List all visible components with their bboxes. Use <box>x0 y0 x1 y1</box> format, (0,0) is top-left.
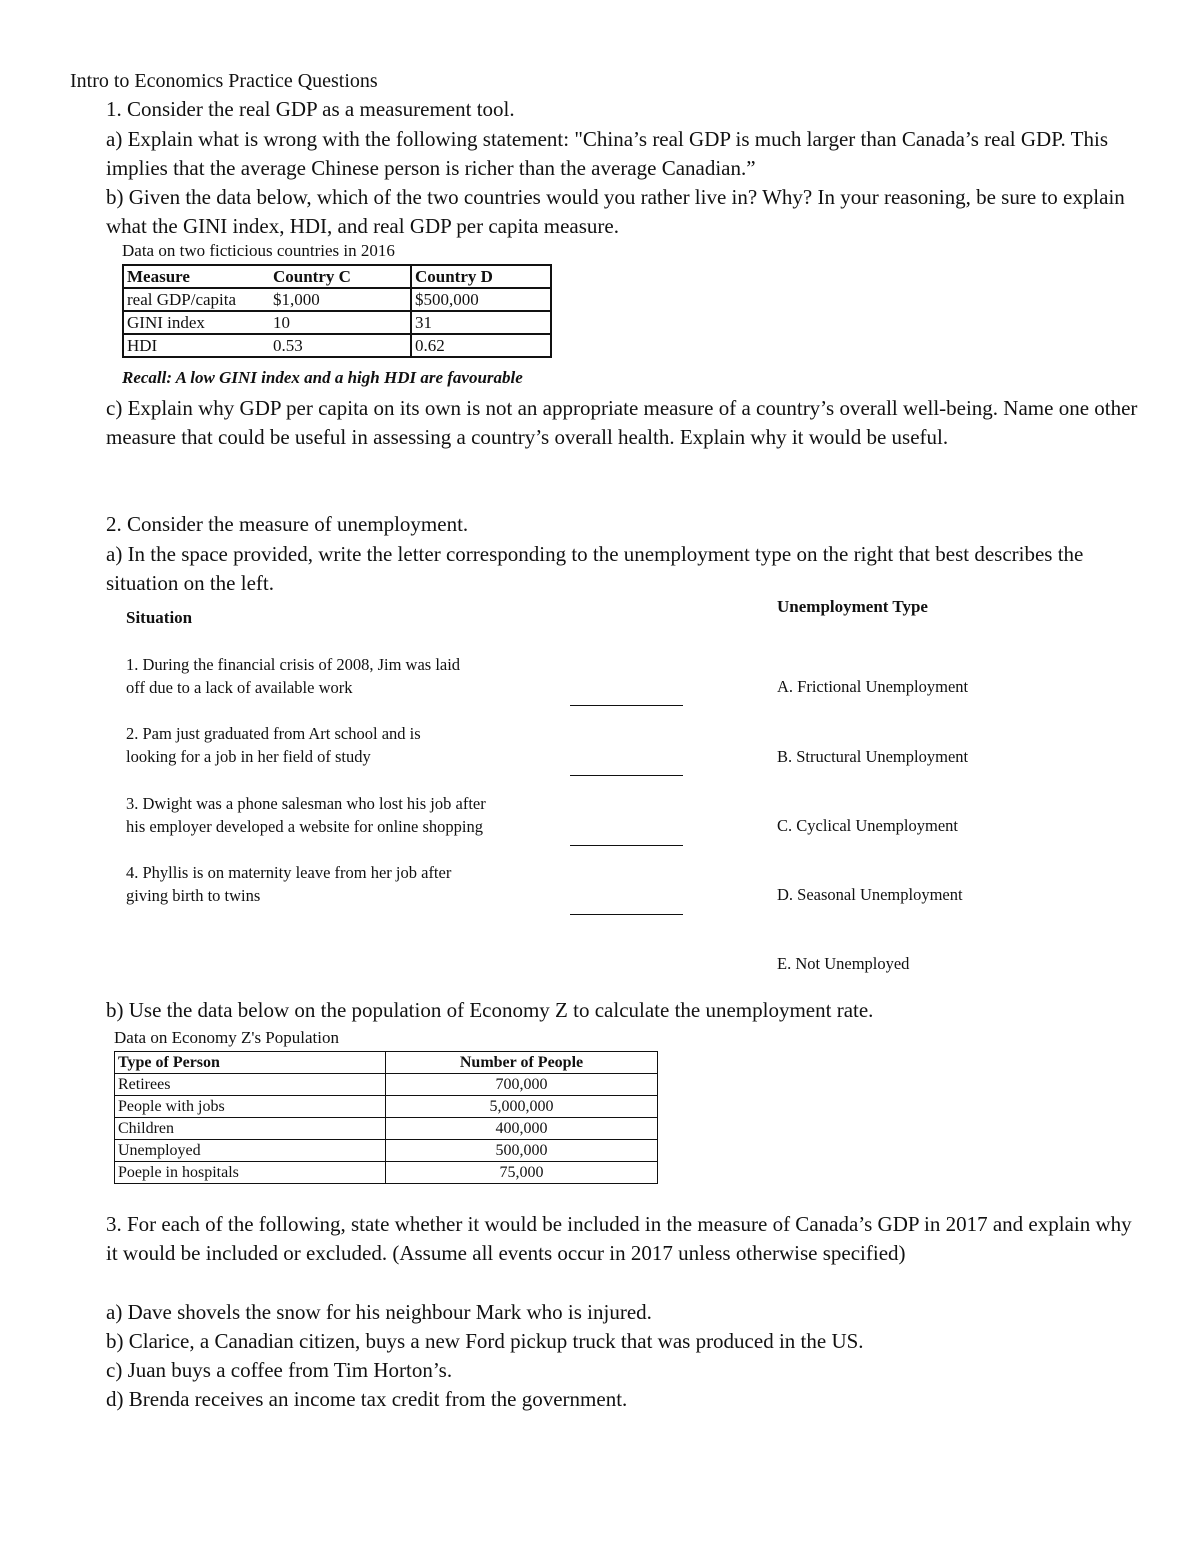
table-cell: 700,000 <box>386 1074 658 1096</box>
q1-heading: 1. Consider the real GDP as a measurement tool. <box>106 97 515 121</box>
table-cell: Poeple in hospitals <box>115 1162 386 1184</box>
type-c: C. Cyclical Unemployment <box>777 816 959 835</box>
situation-line: looking for a job in her field of study <box>126 747 371 766</box>
type-d: D. Seasonal Unemployment <box>777 885 963 904</box>
situation-line: 1. During the financial crisis of 2008, Jim was laid <box>126 655 461 674</box>
q3-part-a: a) Dave shovels the snow for his neighbour Mark who is injured. <box>106 1300 652 1324</box>
table-cell: 75,000 <box>386 1162 658 1184</box>
situation-header: Situation <box>126 608 193 627</box>
situation-1 <box>126 653 460 699</box>
table-cell: Children <box>115 1118 386 1140</box>
table-header-row <box>123 265 551 288</box>
table-row <box>123 311 551 334</box>
table-header-cell: Measure <box>123 265 270 288</box>
table-header-cell: Country C <box>270 265 411 288</box>
q1-part-b: b) Given the data below, which of the two countries would you rather live in? Why? In your reasoning, be sure to explain what the GINI index, HDI, and real GDP per capita measure. <box>106 185 1125 238</box>
table-cell: GINI index <box>123 311 270 334</box>
type-e: E. Not Unemployed <box>777 954 910 973</box>
table-cell: 5,000,000 <box>386 1096 658 1118</box>
situation-line: off due to a lack of available work <box>126 678 353 697</box>
table-header-cell: Type of Person <box>115 1052 386 1074</box>
q1-part-a: a) Explain what is wrong with the following statement: "China’s real GDP is much larger than Canada’s real GDP. This implies that the average Chinese person is richer than the average Canadian.” <box>106 127 1109 180</box>
q3-part-c: c) Juan buys a coffee from Tim Horton’s. <box>106 1358 453 1382</box>
situation-line: 3. Dwight was a phone salesman who lost his job after <box>126 794 486 813</box>
q2-heading: 2. Consider the measure of unemployment. <box>106 512 469 536</box>
table-cell: 0.53 <box>270 334 411 357</box>
answer-blank-2[interactable] <box>570 763 683 781</box>
page-title: Intro to Economics Practice Questions <box>70 70 378 92</box>
table-header-cell: Number of People <box>386 1052 658 1074</box>
unemployment-type-header: Unemployment Type <box>777 597 928 616</box>
q3-heading: 3. For each of the following, state whether it would be included in the measure of Canada’s GDP in 2017 and explain why it would be included or excluded. (Assume all events occur in 2017 unless otherwise specified) <box>106 1212 1132 1265</box>
table-cell: $1,000 <box>270 288 411 311</box>
table-cell: 400,000 <box>386 1118 658 1140</box>
type-a: A. Frictional Unemployment <box>777 677 969 696</box>
table-cell: Unemployed <box>115 1140 386 1162</box>
q2-part-a: a) In the space provided, write the letter corresponding to the unemployment type on the right that best describes the situation on the left. <box>106 542 1084 595</box>
situation-2 <box>126 722 421 768</box>
table-cell: 31 <box>411 311 551 334</box>
situation-line: giving birth to twins <box>126 886 261 905</box>
table-cell: Retirees <box>115 1074 386 1096</box>
table-cell: real GDP/capita <box>123 288 270 311</box>
table1-caption: Data on two ficticious countries in 2016 <box>122 241 395 260</box>
situation-line: 4. Phyllis is on maternity leave from her job after <box>126 863 452 882</box>
recall-note: Recall: A low GINI index and a high HDI are favourable <box>122 368 523 387</box>
table-row <box>123 288 551 311</box>
situation-4 <box>126 861 451 907</box>
answer-blank-4[interactable] <box>570 902 683 920</box>
table-cell: $500,000 <box>411 288 551 311</box>
countries-table <box>122 264 552 358</box>
table-row <box>123 334 551 357</box>
table-header-cell: Country D <box>411 265 551 288</box>
table-cell: 0.62 <box>411 334 551 357</box>
situation-3 <box>126 792 486 838</box>
table-row <box>115 1140 658 1162</box>
table-row <box>115 1074 658 1096</box>
table-header-row <box>115 1052 658 1074</box>
population-table <box>114 1051 658 1184</box>
q1-part-c: c) Explain why GDP per capita on its own is not an appropriate measure of a country’s overall well-being. Name one other measure that could be useful in assessing a country’s overall health. Explain why it would be useful. <box>106 396 1138 449</box>
table-cell: People with jobs <box>115 1096 386 1118</box>
q2-part-b: b) Use the data below on the population of Economy Z to calculate the unemployment rate. <box>106 998 874 1022</box>
situation-line: his employer developed a website for online shopping <box>126 817 483 836</box>
table-row <box>115 1118 658 1140</box>
table-row <box>115 1162 658 1184</box>
situation-line: 2. Pam just graduated from Art school and is <box>126 724 421 743</box>
table2-caption: Data on Economy Z's Population <box>114 1028 339 1047</box>
type-b: B. Structural Unemployment <box>777 747 969 766</box>
table-cell: 500,000 <box>386 1140 658 1162</box>
table-row <box>115 1096 658 1118</box>
q3-part-b: b) Clarice, a Canadian citizen, buys a new Ford pickup truck that was produced in the US. <box>106 1329 864 1353</box>
answer-blank-1[interactable] <box>570 693 683 711</box>
q3-part-d: d) Brenda receives an income tax credit from the government. <box>106 1387 628 1411</box>
table-cell: HDI <box>123 334 270 357</box>
table-cell: 10 <box>270 311 411 334</box>
answer-blank-3[interactable] <box>570 833 683 851</box>
